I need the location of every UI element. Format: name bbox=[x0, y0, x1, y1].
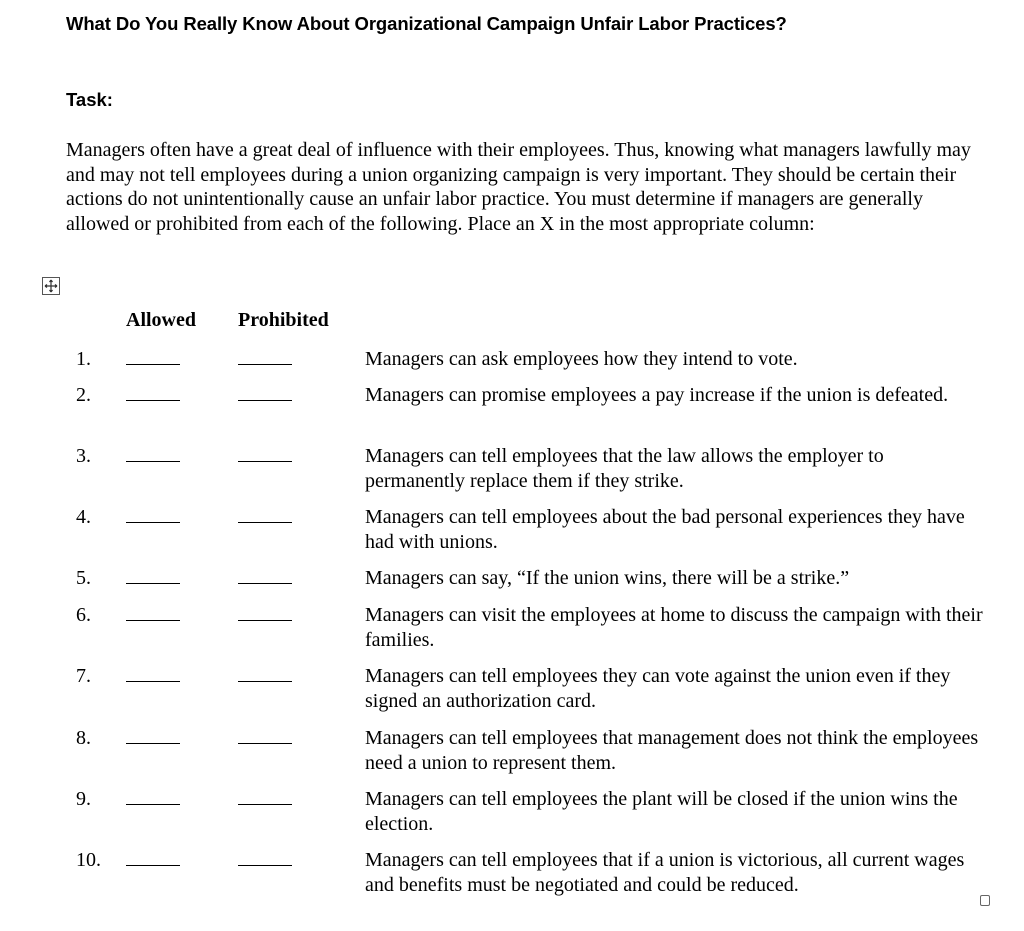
question-number: 2. bbox=[76, 384, 91, 406]
square-icon[interactable] bbox=[980, 895, 990, 906]
allowed-column-header: Allowed bbox=[126, 309, 196, 331]
question-number: 1. bbox=[76, 348, 91, 370]
question-number: 9. bbox=[76, 788, 91, 810]
prohibited-blank[interactable] bbox=[238, 522, 292, 523]
allowed-blank[interactable] bbox=[126, 583, 180, 584]
allowed-blank[interactable] bbox=[126, 400, 180, 401]
question-number: 10. bbox=[76, 849, 101, 871]
allowed-blank[interactable] bbox=[126, 461, 180, 462]
question-statement: Managers can tell employees that management does not think the employees need a union to represent them. bbox=[365, 727, 979, 774]
prohibited-blank[interactable] bbox=[238, 400, 292, 401]
question-statement: Managers can visit the employees at home to discuss the campaign with their families. bbox=[365, 604, 983, 651]
question-statement: Managers can tell employees they can vote against the union even if they signed an authorization card. bbox=[365, 665, 951, 712]
intro-paragraph bbox=[66, 138, 971, 236]
prohibited-blank[interactable] bbox=[238, 364, 292, 365]
allowed-blank[interactable] bbox=[126, 743, 180, 744]
question-statement: Managers can say, “If the union wins, there will be a strike.” bbox=[365, 567, 850, 589]
allowed-blank[interactable] bbox=[126, 804, 180, 805]
question-number: 6. bbox=[76, 604, 91, 626]
question-number: 7. bbox=[76, 665, 91, 687]
prohibited-column-header: Prohibited bbox=[238, 309, 329, 331]
prohibited-blank[interactable] bbox=[238, 620, 292, 621]
question-number: 8. bbox=[76, 727, 91, 749]
allowed-blank[interactable] bbox=[126, 865, 180, 866]
allowed-blank[interactable] bbox=[126, 522, 180, 523]
table-move-handle-icon[interactable] bbox=[42, 277, 60, 295]
question-statement: Managers can promise employees a pay increase if the union is defeated. bbox=[365, 384, 949, 406]
prohibited-blank[interactable] bbox=[238, 865, 292, 866]
question-statement: Managers can tell employees the plant will be closed if the union wins the election. bbox=[365, 788, 958, 835]
question-number: 3. bbox=[76, 445, 91, 467]
document-title: What Do You Really Know About Organizational Campaign Unfair Labor Practices? bbox=[66, 13, 787, 34]
question-statement: Managers can tell employees that the law allows the employer to permanently replace them if they strike. bbox=[365, 445, 884, 492]
task-heading: Task: bbox=[66, 89, 113, 110]
question-statement: Managers can tell employees that if a union is victorious, all current wages and benefits must be negotiated and could be reduced. bbox=[365, 849, 965, 896]
allowed-blank[interactable] bbox=[126, 620, 180, 621]
question-number: 4. bbox=[76, 506, 91, 528]
question-number: 5. bbox=[76, 567, 91, 589]
question-statement: Managers can ask employees how they intend to vote. bbox=[365, 348, 798, 370]
allowed-blank[interactable] bbox=[126, 364, 180, 365]
prohibited-blank[interactable] bbox=[238, 583, 292, 584]
move-arrows-icon bbox=[44, 279, 58, 293]
prohibited-blank[interactable] bbox=[238, 804, 292, 805]
prohibited-blank[interactable] bbox=[238, 743, 292, 744]
prohibited-blank[interactable] bbox=[238, 681, 292, 682]
intro-text: Managers often have a great deal of influence with their employees. Thus, knowing what managers lawfully may and may not tell employees during a union organizing campaign is very important. They should be certain their actions do not unintentionally cause an unfair labor practice. You must determine if managers are generally allowed or prohibited from each of the following. Place an X in the most appropriate column: bbox=[66, 139, 971, 235]
prohibited-blank[interactable] bbox=[238, 461, 292, 462]
question-statement: Managers can tell employees about the bad personal experiences they have had with unions. bbox=[365, 506, 965, 553]
allowed-blank[interactable] bbox=[126, 681, 180, 682]
